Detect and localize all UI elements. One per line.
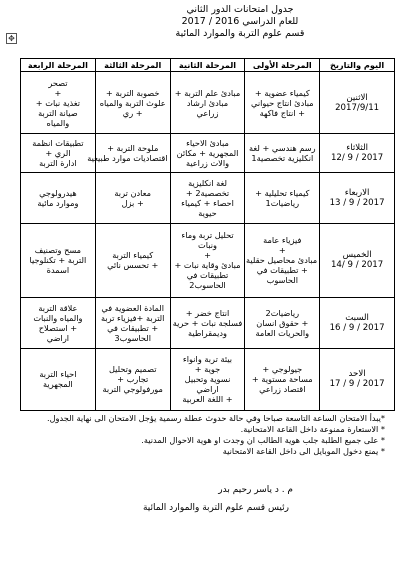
cell-line: نسوية وتحبيل — [184, 374, 231, 385]
column-header-stage-3: المرحلة الثالثة — [95, 59, 170, 72]
cell-line: حيوية — [198, 208, 217, 219]
cell-line: بيئة تربة وانواء — [182, 354, 233, 365]
cell-line: + — [54, 87, 62, 98]
column-header-stage-4: المرحلة الرابعة — [21, 59, 96, 72]
cell-line: المجهرية — [43, 379, 73, 390]
cell-line: + تطبيقات في — [107, 322, 159, 333]
cell-line: الحاسوب2 — [189, 280, 226, 291]
table-header-row — [21, 59, 395, 72]
stage-4-cell — [21, 223, 96, 297]
cell-line: المادة العضوية في — [101, 302, 164, 313]
stage-1-cell — [245, 134, 320, 173]
stage-4-cell — [21, 72, 96, 134]
cell-line: تجارب + — [117, 374, 149, 385]
cell-line: تغذية نبات + — [35, 97, 81, 108]
cell-line: والمياه والنبات — [33, 312, 83, 323]
day-cell — [320, 223, 395, 297]
cell-line: + — [278, 245, 286, 256]
cell-line: اقتصاديات موارد طبيعية — [87, 153, 168, 164]
cell-line: رياضيات1 — [265, 198, 300, 209]
stage-1-cell — [245, 72, 320, 134]
cell-line: مورفولوجي التربة — [102, 384, 163, 395]
cell-line: تخصصية2 + — [185, 188, 230, 199]
column-header-stage-2: المرحلة الثانية — [170, 59, 245, 72]
cell-line: التربة + تكنلوجيا — [29, 255, 87, 266]
stage-4-cell — [21, 297, 96, 348]
cell-line: رياضيات2 — [265, 307, 300, 318]
cell-line: الاحد — [348, 369, 366, 380]
stage-3-cell — [95, 223, 170, 297]
cell-line: مبادئ علم التربة + — [174, 87, 241, 98]
cell-line: جوية + — [194, 364, 221, 375]
cell-line: + — [204, 250, 211, 261]
cell-line: تطبيقات انظمة — [32, 138, 84, 149]
note-start-time: *يبدأ الامتحان الساعة التاسعة صباحا وفي حالة حدوث عطلة رسمية يؤجل الامتحان الى نهاية الجدول. — [47, 413, 385, 423]
cell-line: كيمياء التربة — [112, 250, 154, 261]
cell-line: 2017 / 9 /14 — [330, 260, 384, 271]
note-no-borrowing: * الاستعارة ممنوعة داخل القاعة الامتحانية. — [240, 424, 385, 434]
signatory-name: م . د ياسر رحيم بدر — [218, 485, 293, 495]
table-row — [21, 173, 395, 224]
cell-line: مساحة مستوية + — [251, 374, 313, 385]
cell-line: تطبيقات في — [186, 270, 229, 281]
cell-line: فسلجة نبات + حرية — [172, 317, 243, 328]
cell-line: مبادئ انتاج حيواني — [251, 97, 314, 108]
cell-line: تصحر — [48, 77, 68, 88]
stage-3-cell — [87, 134, 170, 173]
note-bring-id: * على جميع الطلبة جلب هوية الطالب ان وجدت او هوية الاحوال المدنية. — [141, 435, 385, 445]
cell-line: اراضي — [46, 332, 70, 343]
cell-line: اقتصاد زراعي — [259, 384, 306, 395]
cell-line: لغة انكليزية — [188, 178, 227, 189]
stage-4-cell — [21, 134, 96, 173]
table-row — [21, 72, 395, 134]
cell-line: والات زراعية — [185, 158, 230, 169]
academic-year: للعام الدراسي 2016 / 2017 — [181, 16, 299, 27]
cell-line: اراضي — [196, 384, 219, 395]
cell-line: جيولوجي + — [262, 364, 303, 375]
cell-line: + انتاج فاكهة — [259, 107, 305, 118]
stage-4-cell — [21, 173, 96, 224]
cell-line: ملوحة التربة + — [107, 143, 159, 154]
cell-line: 2017 / 9 / 13 — [329, 198, 385, 209]
cell-line: كيمياء تحليلية + — [255, 188, 310, 199]
cell-line: + استصلاح — [38, 322, 78, 333]
cell-line: ونبات — [198, 240, 217, 251]
cell-line: الاربعاء — [344, 188, 370, 199]
day-cell — [320, 348, 395, 410]
cell-line: 2017 / 9 / 16 — [329, 322, 385, 333]
cell-line: فيزياء عامة — [263, 235, 302, 246]
table-row — [21, 223, 395, 297]
cell-line: زراعي — [196, 107, 219, 118]
stage-3-cell — [95, 72, 170, 134]
department-name: قسم علوم التربة والموارد المائية — [175, 28, 305, 39]
stage-2-cell — [170, 72, 245, 134]
stage-3-cell — [95, 173, 170, 224]
cell-line: الخميس — [342, 250, 372, 261]
exam-table — [20, 58, 395, 411]
cell-line: 2017 / 9 / 17 — [329, 379, 385, 390]
stage-1-cell — [245, 223, 320, 297]
cell-line: الحاسوب3 — [114, 332, 151, 343]
stage-1-cell — [245, 348, 320, 410]
cell-line: انتاج خضر + — [185, 307, 230, 318]
cell-line: علوث التربة والمياه — [99, 97, 166, 108]
cell-line: 2017 / 9 /12 — [330, 153, 384, 164]
cell-line: رسم هندسي + لغة — [249, 143, 316, 154]
cell-line: هيدرولوجي — [39, 188, 77, 199]
stage-3-cell — [95, 348, 170, 410]
cell-line: كيمياء عضوية + — [254, 87, 310, 98]
cell-line: الاثنين — [346, 92, 368, 103]
table-row — [21, 297, 395, 348]
cell-line: السبت — [345, 312, 369, 323]
move-handle-icon[interactable]: ✥ — [6, 33, 17, 44]
column-header-day: اليوم والتاريخ — [320, 59, 395, 72]
table-row — [21, 348, 395, 410]
stage-2-cell — [170, 348, 245, 410]
stage-1-cell — [245, 173, 320, 224]
cell-line: + تحسس نائي — [107, 260, 159, 271]
note-no-mobile: * يمنع دخول الموبايل الى داخل القاعة الامتحانية — [222, 446, 385, 456]
table-body — [21, 72, 395, 411]
cell-line: تصميم وتحليل — [108, 364, 157, 375]
cell-line: مبادئ الاحياء — [186, 138, 229, 149]
cell-line: الحاسوب — [266, 275, 298, 286]
column-header-stage-1: المرحلة الأولى — [245, 59, 320, 72]
cell-line: التربة +فيزياء تربة — [100, 312, 165, 323]
cell-line: المجهرية + مكائن — [176, 148, 239, 159]
cell-line: الري + — [45, 148, 71, 159]
document-header — [110, 4, 370, 40]
cell-line: + بزل — [121, 198, 144, 209]
cell-line: مبادئ ارشاد — [186, 97, 229, 108]
stage-3-cell — [95, 297, 170, 348]
day-cell — [320, 173, 395, 224]
cell-line: والمياه — [46, 117, 70, 128]
cell-line: ادارة التربة — [39, 158, 77, 169]
stage-2-cell — [170, 223, 245, 297]
cell-line: احصاء + كيمياء — [181, 198, 234, 209]
day-cell — [320, 72, 395, 134]
cell-line: اسمدة — [46, 265, 70, 276]
cell-line: معادن تربة — [114, 188, 151, 199]
cell-line: احياء التربة — [39, 369, 77, 380]
cell-line: 2017/9/11 — [335, 102, 380, 113]
cell-line: + تطبيقات في — [256, 265, 308, 276]
stage-4-cell — [21, 348, 96, 410]
day-cell — [320, 297, 395, 348]
stage-2-cell — [170, 134, 245, 173]
table-row — [21, 134, 395, 173]
cell-line: مبادئ محاصيل حقلية — [246, 255, 318, 266]
cell-line: الثلاثاء — [346, 143, 368, 154]
stage-1-cell — [245, 297, 320, 348]
cell-line: مبادئ وقاية نبات + — [174, 260, 241, 271]
stage-2-cell — [170, 173, 245, 224]
stage-2-cell — [170, 297, 245, 348]
cell-line: مسح وتصنيف — [34, 245, 82, 256]
cell-line: وموارد مائية — [37, 198, 79, 209]
cell-line: خصوبة التربة + — [105, 87, 160, 98]
notes-section — [10, 413, 385, 457]
cell-line: والحريات العامة — [255, 327, 310, 338]
cell-line: تحليل تربة وماء — [181, 230, 234, 241]
cell-line: + ري — [122, 107, 143, 118]
cell-line: + اللغة العربية — [182, 394, 233, 405]
schedule-title: جدول امتحانات الدور الثاني — [186, 4, 294, 15]
day-cell — [320, 134, 395, 173]
cell-line: وديمقراطية — [188, 327, 227, 338]
cell-line: صيانة التربة — [38, 107, 78, 118]
cell-line: + حقوق انسان — [256, 317, 309, 328]
cell-line: علاقة التربة — [38, 302, 78, 313]
signatory-title: رئيس قسم علوم التربة والموارد المائية — [142, 503, 289, 513]
cell-line: انكليزية تخصصية1 — [251, 153, 314, 164]
